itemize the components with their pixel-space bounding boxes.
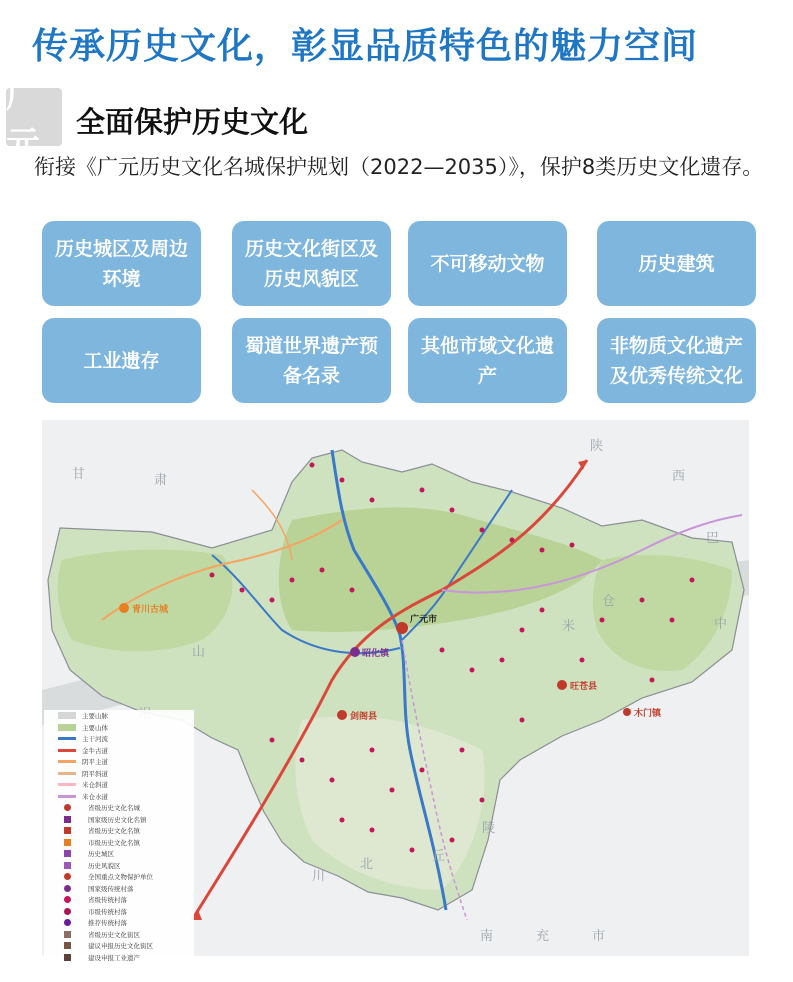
section-intro: 衔接《广元历史文化名城保护规划（2022—2035）》，保护8类历史文化遗存。 xyxy=(34,155,764,179)
label-qingchuan: 青川古城 xyxy=(132,605,169,615)
county-jiange-marker xyxy=(337,710,347,720)
legend-swatch xyxy=(64,919,71,926)
label-chong: 充 xyxy=(536,929,550,944)
legend-item xyxy=(44,791,194,803)
legend-item xyxy=(44,837,194,849)
legend-item xyxy=(44,710,194,722)
legend-swatch xyxy=(64,862,71,869)
legend-label: 推荐传统村落 xyxy=(88,919,127,928)
label-shi: 市 xyxy=(592,929,606,944)
label-qiu: 丘 xyxy=(432,849,446,864)
label-zhaohua: 昭化镇 xyxy=(362,649,390,659)
label-ling: 陵 xyxy=(482,821,496,836)
legend-swatch xyxy=(64,908,71,915)
category-card-shudao-heritage: 蜀道世界遗产预备名录 xyxy=(232,318,391,403)
legend-swatch xyxy=(58,795,76,798)
legend-item xyxy=(44,929,194,941)
legend-label: 阴平斜道 xyxy=(82,769,108,778)
legend-item xyxy=(44,848,194,860)
legend-swatch xyxy=(64,816,71,823)
legend-item xyxy=(44,733,194,745)
section-title: 全面保护历史文化 xyxy=(76,105,309,139)
legend-swatch xyxy=(58,737,76,740)
legend-label: 主要山体 xyxy=(82,723,108,732)
legend-swatch xyxy=(64,885,71,892)
label-ba: 巴 xyxy=(706,531,720,546)
page-title: 传承历史文化，彰显品质特色的魅力空间 xyxy=(32,26,699,67)
legend-label: 市级历史文化名镇 xyxy=(88,838,140,847)
legend-swatch xyxy=(58,712,76,719)
city-logo xyxy=(6,76,62,165)
county-wangcang-marker xyxy=(557,680,567,690)
legend-item xyxy=(44,745,194,757)
legend-label: 建设申报工业遗产 xyxy=(88,953,140,962)
town-qingchuan-marker xyxy=(119,603,129,613)
legend-swatch xyxy=(64,873,71,880)
legend-swatch xyxy=(58,749,76,752)
category-card-other-heritage: 其他市域文化遗产 xyxy=(408,318,567,403)
heritage-map xyxy=(42,420,749,962)
label-shan2: 山 xyxy=(192,645,206,660)
category-card-intangible-heritage: 非物质文化遗产及优秀传统文化 xyxy=(597,318,756,403)
label-cang: 仓 xyxy=(602,594,616,609)
legend-swatch xyxy=(64,804,71,811)
legend-swatch xyxy=(64,931,71,938)
legend-item xyxy=(44,814,194,826)
label-jiange: 剑阁县 xyxy=(350,712,378,722)
legend-label: 省级传统村落 xyxy=(88,896,127,905)
legend-swatch xyxy=(58,772,76,775)
legend-item xyxy=(44,952,194,964)
label-gan: 甘 xyxy=(72,467,86,482)
category-card-industrial-heritage: 工业遗存 xyxy=(42,318,201,403)
label-chuan: 川 xyxy=(312,869,326,884)
label-zhong: 中 xyxy=(714,617,728,632)
legend-item xyxy=(44,779,194,791)
label-guangyuan: 广元市 xyxy=(410,615,438,625)
legend-item xyxy=(44,722,194,734)
logo-mark: 广元 xyxy=(6,76,40,165)
town-mukou-marker xyxy=(623,708,631,716)
legend-item xyxy=(44,871,194,883)
legend-swatch xyxy=(58,783,76,786)
legend-label: 历史城区 xyxy=(88,850,114,859)
legend-item xyxy=(44,802,194,814)
legend-swatch xyxy=(64,942,71,949)
legend-item xyxy=(44,894,194,906)
legend-label: 主干河流 xyxy=(82,735,108,744)
legend-label: 建议申报历史文化街区 xyxy=(88,942,153,951)
legend-item xyxy=(44,883,194,895)
legend-item xyxy=(44,825,194,837)
label-nan: 南 xyxy=(480,929,494,944)
legend-swatch xyxy=(64,954,71,961)
map-legend xyxy=(44,710,194,963)
legend-label: 金牛古道 xyxy=(82,746,108,755)
legend-swatch xyxy=(58,724,76,731)
label-su: 肃 xyxy=(154,473,168,488)
legend-item xyxy=(44,756,194,768)
legend-label: 阴平主道 xyxy=(82,758,108,767)
legend-swatch xyxy=(64,839,71,846)
town-zhaohua-marker xyxy=(350,647,360,657)
legend-swatch xyxy=(64,827,71,834)
legend-label: 省级历史文化名镇 xyxy=(88,827,140,836)
legend-label: 国家级传统村落 xyxy=(88,884,134,893)
legend-item xyxy=(44,906,194,918)
category-card-cultural-streets: 历史文化街区及历史风貌区 xyxy=(232,221,391,306)
legend-label: 市级传统村落 xyxy=(88,907,127,916)
legend-item xyxy=(44,860,194,872)
legend-swatch xyxy=(64,850,71,857)
legend-label: 历史风貌区 xyxy=(88,861,121,870)
legend-swatch xyxy=(64,896,71,903)
category-card-historic-buildings: 历史建筑 xyxy=(597,221,756,306)
legend-item xyxy=(44,940,194,952)
category-card-historic-district: 历史城区及周边环境 xyxy=(42,221,201,306)
label-mukou: 木门镇 xyxy=(634,709,662,719)
legend-label: 主要山脉 xyxy=(82,712,108,721)
legend-label: 全国重点文物保护单位 xyxy=(88,873,153,882)
legend-swatch xyxy=(58,760,76,763)
city-guangyuan-marker xyxy=(396,622,408,634)
jinniu-road-arrow-ne xyxy=(578,460,587,470)
highland-west xyxy=(58,550,233,652)
legend-item xyxy=(44,917,194,929)
legend-label: 米仓水道 xyxy=(82,792,108,801)
legend-label: 米仓斜道 xyxy=(82,781,108,790)
label-wangcang: 旺苍县 xyxy=(570,682,598,692)
label-xi: 西 xyxy=(672,469,686,484)
label-mi: 米 xyxy=(562,619,576,634)
label-bei: 北 xyxy=(360,857,374,872)
label-shan: 陕 xyxy=(590,439,604,454)
category-card-immovable-relics: 不可移动文物 xyxy=(408,221,567,306)
legend-label: 省级历史文化名城 xyxy=(88,804,140,813)
legend-item xyxy=(44,768,194,780)
legend-label: 国家级历史文化名镇 xyxy=(88,815,147,824)
legend-label: 省级历史文化街区 xyxy=(88,930,140,939)
